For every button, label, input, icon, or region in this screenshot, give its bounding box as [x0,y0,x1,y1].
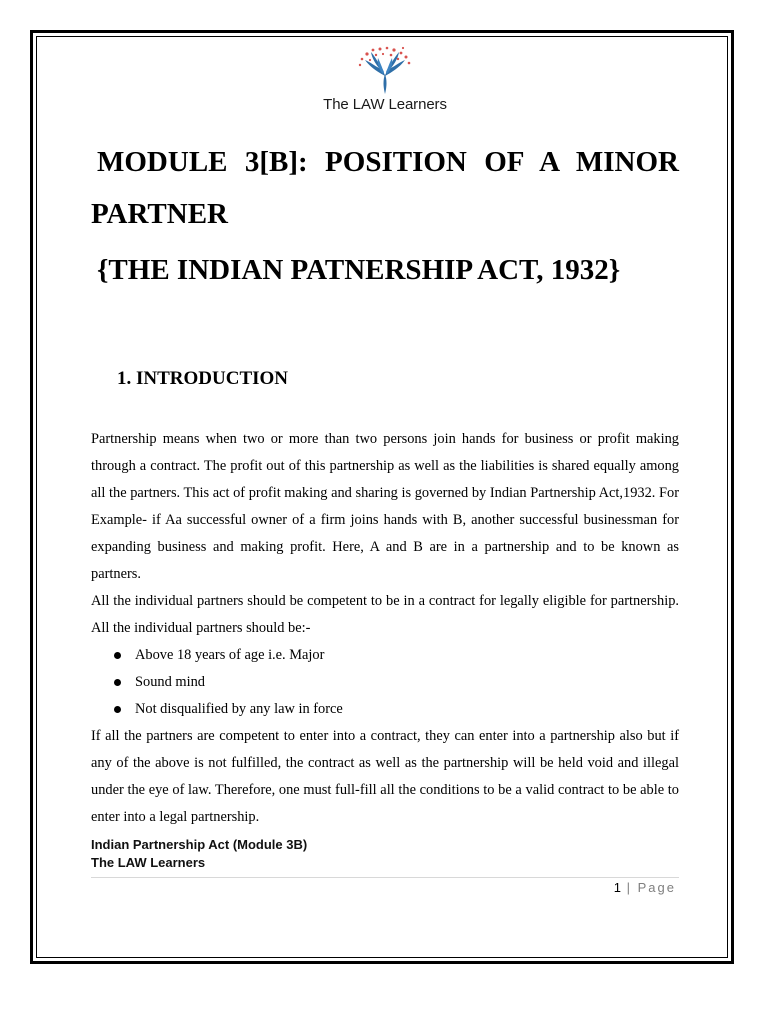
page-title-line-1: MODULE 3[B]: POSITION OF A MINOR [97,146,679,178]
page-number-separator: | [626,880,632,895]
bullet-icon [114,652,121,659]
bullet-list [91,642,679,723]
tree-hands-icon [345,46,425,96]
page-number-value: 1 [613,880,621,895]
paragraph: Partnership means when two or more than two persons join hands for business or profit making through a contract. The profit out of this partnership as well as the liabilities is shared equally among all the partners. This act of profit making and sharing is governed by Indian Partnership Act,1932. For Example- if Aa successful owner of a firm joins hands with B, another successful businessman for expanding business and making profit. Here, A and B are in a partnership and to be known as partners. [91,431,679,582]
paragraph: All the individual partners should be competent to be in a contract for legally eligible for partnership. All the individual partners should be:- [91,593,679,636]
page-number-label: Page [637,880,676,895]
bullet-icon [114,679,121,686]
list-item [91,642,679,669]
bullet-icon [114,706,121,713]
footer [91,836,307,872]
paragraph: If all the partners are competent to enter into a contract, they can enter into a partnership also but if any of the above is not fulfilled, the contract as well as the partnership will be held void and illegal under the eye of law. Therefore, one must full-fill all the conditions to be a valid contract to be able to enter into a legal partnership. [91,728,679,825]
page-number [614,880,676,895]
list-item-text: Sound mind [135,674,205,690]
list-item [91,696,679,723]
logo-text: The LAW Learners [323,96,447,113]
body-text [91,426,679,831]
list-item-text: Not disqualified by any law in force [135,701,343,717]
logo [322,46,448,124]
section-heading: 1. INTRODUCTION [117,368,289,389]
list-item-text: Above 18 years of age i.e. Major [135,647,325,663]
footer-doc-title: Indian Partnership Act (Module 3B) [91,837,308,852]
footer-divider [91,877,679,878]
page-subtitle: {THE INDIAN PATNERSHIP ACT, 1932} [97,254,621,286]
page-title-line-2: PARTNER [91,198,228,230]
list-item [91,669,679,696]
footer-publisher: The LAW Learners [91,855,206,870]
